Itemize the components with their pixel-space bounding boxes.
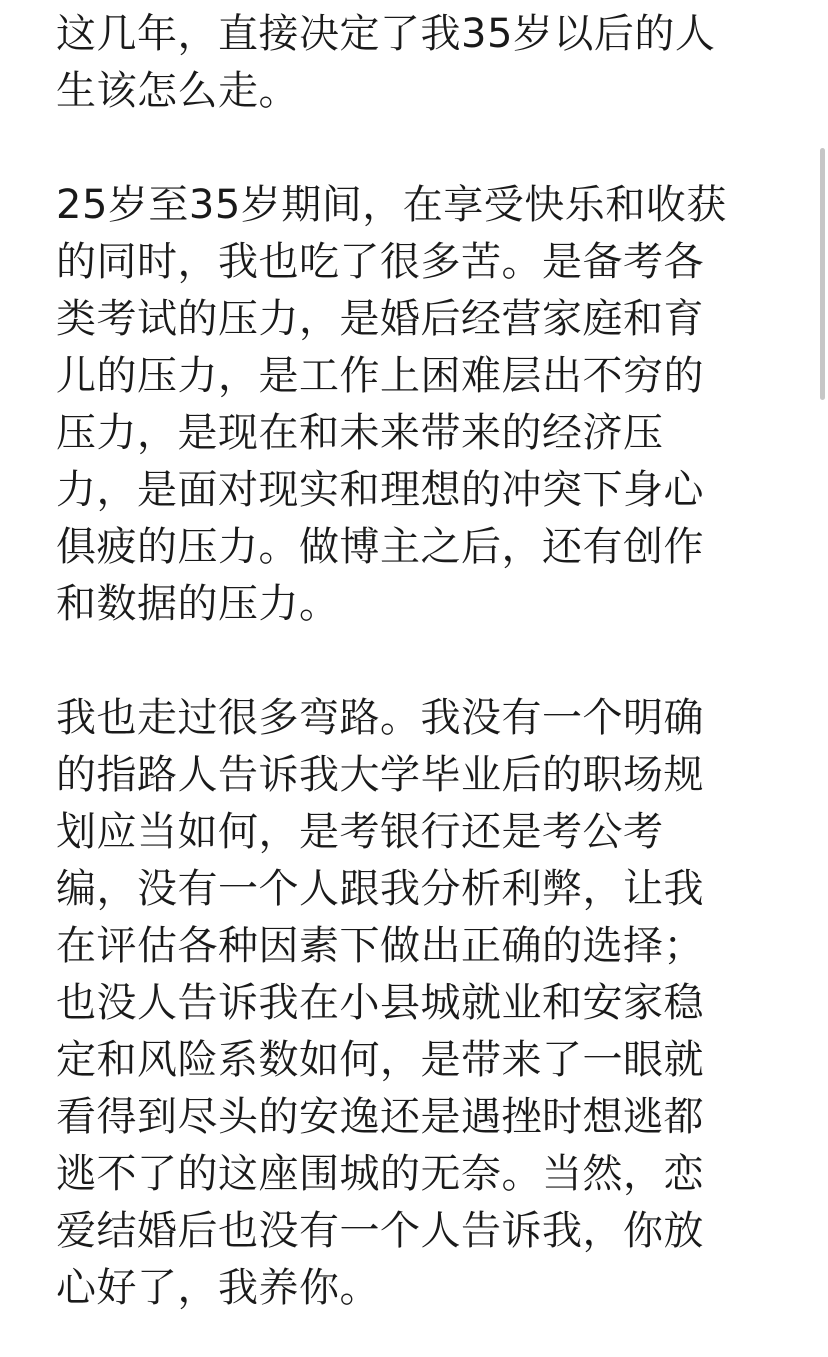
paragraph-2 [56, 177, 776, 633]
text-line: 儿的压力，是工作上困难层出不穷的 [56, 353, 704, 399]
text-line: 也没人告诉我在小县城就业和安家稳 [56, 980, 704, 1026]
text-line: 生该怎么走。 [56, 68, 299, 114]
text-line: 和数据的压力。 [56, 581, 340, 627]
text-line: 逃不了的这座围城的无奈。当然，恋 [56, 1151, 704, 1197]
text-line: 划应当如何，是考银行还是考公考 [56, 809, 664, 855]
text-line: 我也走过很多弯路。我没有一个明确 [56, 695, 704, 741]
paragraph-spacer [56, 120, 776, 177]
text-line: 25岁至35岁期间，在享受快乐和收获 [56, 182, 727, 228]
paragraph-3 [56, 690, 776, 1317]
article-body [56, 6, 776, 1317]
vertical-scrollbar[interactable] [818, 0, 828, 1357]
text-line: 的指路人告诉我大学毕业后的职场规 [56, 752, 704, 798]
text-line: 的同时，我也吃了很多苦。是备考各 [56, 239, 704, 285]
text-line: 俱疲的压力。做博主之后，还有创作 [56, 524, 704, 570]
text-line: 力，是面对现实和理想的冲突下身心 [56, 467, 704, 513]
text-line: 在评估各种因素下做出正确的选择； [56, 923, 704, 969]
text-line: 类考试的压力，是婚后经营家庭和育 [56, 296, 704, 342]
text-line: 编，没有一个人跟我分析利弊，让我 [56, 866, 704, 912]
text-line: 心好了，我养你。 [56, 1265, 380, 1311]
text-line: 定和风险系数如何，是带来了一眼就 [56, 1037, 704, 1083]
paragraph-1 [56, 6, 776, 120]
text-line: 这几年，直接决定了我35岁以后的人 [56, 11, 716, 57]
scrollbar-thumb[interactable] [820, 148, 825, 400]
text-line: 看得到尽头的安逸还是遇挫时想逃都 [56, 1094, 704, 1140]
text-line: 爱结婚后也没有一个人告诉我，你放 [56, 1208, 704, 1254]
text-line: 压力，是现在和未来带来的经济压 [56, 410, 664, 456]
paragraph-spacer [56, 633, 776, 690]
